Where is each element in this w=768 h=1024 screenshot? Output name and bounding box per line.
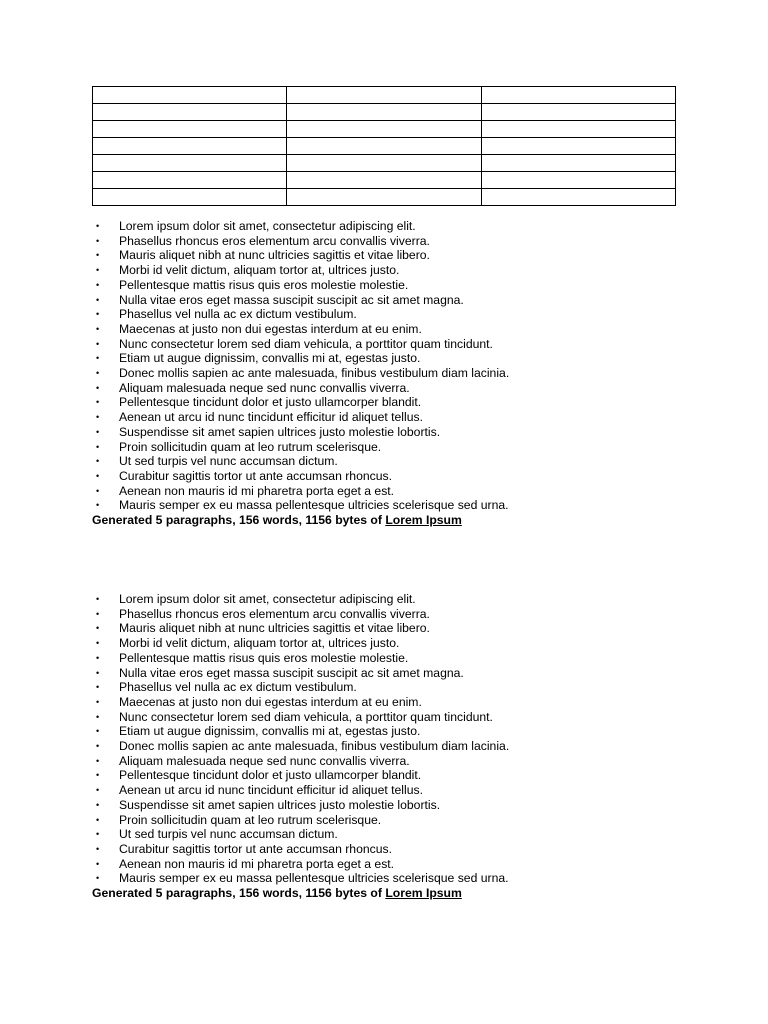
bullet-icon: •	[96, 696, 100, 707]
list-item-text: Aenean non mauris id mi pharetra porta eget a est.	[119, 856, 395, 871]
list-item	[92, 754, 692, 769]
table-cell	[287, 121, 481, 138]
bullet-icon: •	[96, 235, 100, 246]
bullet-icon: •	[96, 221, 100, 231]
table-cell	[481, 121, 675, 138]
bullet-icon: •	[96, 412, 100, 423]
list-item	[92, 651, 692, 666]
list-item	[92, 680, 692, 695]
list-item-text: Phasellus rhoncus eros elementum arcu convallis viverra.	[119, 233, 430, 248]
bullet-icon: •	[96, 250, 100, 261]
list-item-text: Donec mollis sapien ac ante malesuada, finibus vestibulum diam lacinia.	[119, 739, 510, 754]
list-item	[92, 293, 692, 308]
table-cell	[481, 87, 675, 104]
list-item	[92, 827, 692, 842]
list-item-text: Suspendisse sit amet sapien ultrices justo molestie lobortis.	[119, 797, 441, 812]
bullet-icon: •	[96, 873, 100, 884]
list-item-text: Phasellus vel nulla ac ex dictum vestibulum.	[119, 680, 357, 695]
list-item	[92, 636, 692, 651]
list-item	[92, 621, 692, 636]
list-item-text: Phasellus rhoncus eros elementum arcu convallis viverra.	[119, 606, 430, 621]
table-cell	[481, 104, 675, 121]
list-item-text: Nulla vitae eros eget massa suscipit suscipit ac sit amet magna.	[119, 292, 464, 307]
table-row	[93, 87, 676, 104]
list-item-text: Pellentesque tincidunt dolor et justo ullamcorper blandit.	[119, 395, 422, 410]
list-item	[92, 337, 692, 352]
bullet-icon: •	[96, 799, 100, 810]
list-item	[92, 454, 692, 469]
table-cell	[93, 87, 287, 104]
list-item-text: Nunc consectetur lorem sed diam vehicula, a porttitor quam tincidunt.	[119, 709, 493, 724]
list-item-text: Mauris aliquet nibh at nunc ultricies sagittis et vitae libero.	[119, 621, 430, 636]
list-item	[92, 366, 692, 381]
list-item-text: Aliquam malesuada neque sed nunc convallis viverra.	[119, 380, 410, 395]
table-row	[93, 155, 676, 172]
bullet-list	[92, 592, 692, 886]
list-item	[92, 307, 692, 322]
list-item	[92, 857, 692, 872]
list-item	[92, 783, 692, 798]
bullet-icon: •	[96, 638, 100, 649]
list-item	[92, 813, 692, 828]
list-item	[92, 724, 692, 739]
bullet-icon: •	[96, 741, 100, 752]
bullet-icon: •	[96, 265, 100, 276]
list-item-text: Lorem ipsum dolor sit amet, consectetur adipiscing elit.	[119, 219, 416, 233]
list-item	[92, 798, 692, 813]
list-item	[92, 351, 692, 366]
empty-table	[92, 86, 676, 206]
list-item	[92, 739, 692, 754]
bullet-icon: •	[96, 470, 100, 481]
generated-summary	[92, 513, 692, 528]
list-item	[92, 498, 692, 513]
table-row	[93, 172, 676, 189]
list-item-text: Proin sollicitudin quam at leo rutrum scelerisque.	[119, 439, 382, 454]
table-cell	[93, 138, 287, 155]
list-item	[92, 695, 692, 710]
list-item	[92, 440, 692, 455]
table-row	[93, 189, 676, 206]
list-item	[92, 484, 692, 499]
list-item	[92, 607, 692, 622]
bullet-icon: •	[96, 652, 100, 663]
list-item-text: Morbi id velit dictum, aliquam tortor at, ultrices justo.	[119, 263, 400, 278]
bullet-icon: •	[96, 426, 100, 437]
bullet-icon: •	[96, 323, 100, 334]
list-item	[92, 871, 692, 886]
table-cell	[481, 189, 675, 206]
bullet-icon: •	[96, 441, 100, 452]
list-item	[92, 395, 692, 410]
table-cell	[287, 189, 481, 206]
generated-text: Generated 5 paragraphs, 156 words, 1156 bytes of	[92, 513, 386, 528]
list-item-text: Maecenas at justo non dui egestas interdum at eu enim.	[119, 694, 422, 709]
bullet-icon: •	[96, 755, 100, 766]
list-item-text: Mauris semper ex eu massa pellentesque ultricies scelerisque sed urna.	[119, 871, 509, 886]
bullet-icon: •	[96, 594, 100, 604]
list-item	[92, 425, 692, 440]
list-item	[92, 219, 692, 234]
list-item-text: Phasellus vel nulla ac ex dictum vestibulum.	[119, 307, 357, 322]
list-item-text: Etiam ut augue dignissim, convallis mi at, egestas justo.	[119, 724, 421, 739]
bullet-icon: •	[96, 500, 100, 511]
table-cell	[287, 87, 481, 104]
bullet-icon: •	[96, 456, 100, 467]
table-cell	[93, 104, 287, 121]
list-item-text: Lorem ipsum dolor sit amet, consectetur adipiscing elit.	[119, 592, 416, 606]
list-item-text: Nunc consectetur lorem sed diam vehicula, a porttitor quam tincidunt.	[119, 336, 493, 351]
bullet-icon: •	[96, 770, 100, 781]
bullet-icon: •	[96, 279, 100, 290]
list-item-text: Aenean non mauris id mi pharetra porta eget a est.	[119, 483, 395, 498]
lorem-ipsum-link[interactable]: Lorem Ipsum	[385, 513, 462, 528]
table-row	[93, 121, 676, 138]
list-item-text: Aliquam malesuada neque sed nunc convallis viverra.	[119, 753, 410, 768]
table-cell	[481, 172, 675, 189]
bullet-icon: •	[96, 368, 100, 379]
bullet-icon: •	[96, 397, 100, 408]
bullet-icon: •	[96, 667, 100, 678]
list-item-text: Ut sed turpis vel nunc accumsan dictum.	[119, 827, 338, 842]
list-item	[92, 263, 692, 278]
bullet-list	[92, 219, 692, 513]
list-item	[92, 469, 692, 484]
list-item	[92, 322, 692, 337]
table-cell	[93, 189, 287, 206]
table-cell	[287, 155, 481, 172]
bullet-icon: •	[96, 814, 100, 825]
bullet-icon: •	[96, 623, 100, 634]
list-item-text: Etiam ut augue dignissim, convallis mi at, egestas justo.	[119, 351, 421, 366]
bullet-icon: •	[96, 608, 100, 619]
list-item-text: Pellentesque tincidunt dolor et justo ullamcorper blandit.	[119, 768, 422, 783]
list-item-text: Pellentesque mattis risus quis eros molestie molestie.	[119, 277, 409, 292]
list-item	[92, 410, 692, 425]
table-cell	[287, 138, 481, 155]
bullet-icon: •	[96, 353, 100, 364]
bullet-icon: •	[96, 843, 100, 854]
lorem-section-2	[92, 592, 692, 901]
bullet-icon: •	[96, 682, 100, 693]
list-item-text: Donec mollis sapien ac ante malesuada, finibus vestibulum diam lacinia.	[119, 366, 510, 381]
bullet-icon: •	[96, 711, 100, 722]
list-item	[92, 381, 692, 396]
bullet-icon: •	[96, 338, 100, 349]
list-item-text: Curabitur sagittis tortor ut ante accumsan rhoncus.	[119, 841, 392, 856]
list-item	[92, 592, 692, 607]
list-item	[92, 248, 692, 263]
list-item-text: Morbi id velit dictum, aliquam tortor at, ultrices justo.	[119, 636, 400, 651]
list-item-text: Nulla vitae eros eget massa suscipit suscipit ac sit amet magna.	[119, 665, 464, 680]
list-item-text: Mauris semper ex eu massa pellentesque ultricies scelerisque sed urna.	[119, 498, 509, 513]
generated-text: Generated 5 paragraphs, 156 words, 1156 bytes of	[92, 886, 386, 901]
bullet-icon: •	[96, 829, 100, 840]
bullet-icon: •	[96, 785, 100, 796]
table-row	[93, 104, 676, 121]
bullet-icon: •	[96, 726, 100, 737]
list-item	[92, 234, 692, 249]
generated-summary	[92, 886, 692, 901]
list-item-text: Aenean ut arcu id nunc tincidunt efficitur id aliquet tellus.	[119, 783, 423, 798]
list-item-text: Ut sed turpis vel nunc accumsan dictum.	[119, 454, 338, 469]
table-cell	[481, 138, 675, 155]
list-item-text: Pellentesque mattis risus quis eros molestie molestie.	[119, 650, 409, 665]
list-item	[92, 842, 692, 857]
list-item-text: Maecenas at justo non dui egestas interdum at eu enim.	[119, 321, 422, 336]
lorem-section-1	[92, 219, 692, 528]
table-cell	[287, 104, 481, 121]
list-item-text: Mauris aliquet nibh at nunc ultricies sagittis et vitae libero.	[119, 248, 430, 263]
list-item	[92, 768, 692, 783]
list-item-text: Aenean ut arcu id nunc tincidunt efficitur id aliquet tellus.	[119, 410, 423, 425]
table-cell	[481, 155, 675, 172]
list-item	[92, 278, 692, 293]
list-item-text: Suspendisse sit amet sapien ultrices justo molestie lobortis.	[119, 424, 441, 439]
table-cell	[93, 155, 287, 172]
table-cell	[93, 121, 287, 138]
bullet-icon: •	[96, 382, 100, 393]
table-cell	[93, 172, 287, 189]
table-cell	[287, 172, 481, 189]
bullet-icon: •	[96, 858, 100, 869]
lorem-ipsum-link[interactable]: Lorem Ipsum	[385, 886, 462, 901]
list-item	[92, 666, 692, 681]
bullet-icon: •	[96, 294, 100, 305]
bullet-icon: •	[96, 309, 100, 320]
table-row	[93, 138, 676, 155]
list-item-text: Curabitur sagittis tortor ut ante accumsan rhoncus.	[119, 468, 392, 483]
bullet-icon: •	[96, 485, 100, 496]
list-item	[92, 710, 692, 725]
list-item-text: Proin sollicitudin quam at leo rutrum scelerisque.	[119, 812, 382, 827]
